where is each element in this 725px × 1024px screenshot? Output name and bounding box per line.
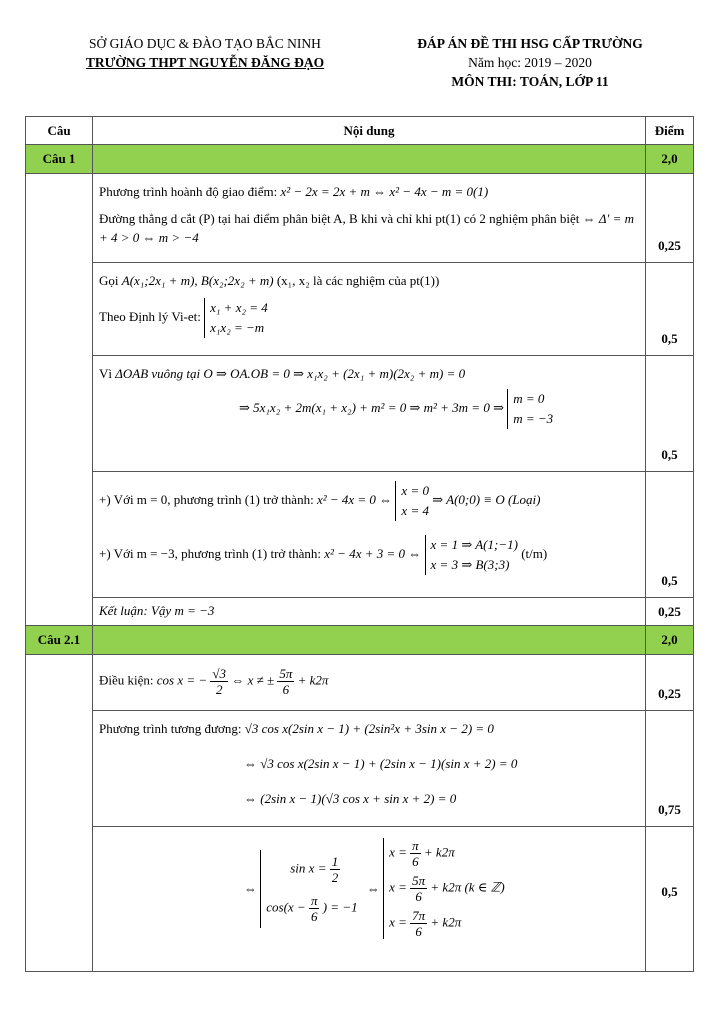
content-cell: ⇔ sin x = $\frac{1}{2}$ cos(x − $\frac{\pi}{6}$ ) = −1 ⇔ x = $\frac{\pi}{6}$ + k2π x = $\frac{5\pi}{6}$ + k2π (k ∈ ℤ) x = $\frac{7\pi}{6}$ + k2π [93,827,646,972]
case-system: m = 0 m = −3 [507,389,553,429]
content-cell: Gọi A(x₁;2x₁ + m), B(x₂;2x₂ + m) (x₁, x₂ là các nghiệm của pt(1)) Theo Định lý Vi-et: x₁ + x₂ = 4 x₁x₂ = −m [93,263,646,356]
table-row [26,827,694,972]
section-label: Câu 2.1 [26,626,93,655]
score-cell: 0,5 [646,472,694,598]
school-year: Năm học: 2019 – 2020 [468,55,592,70]
section-spacer [93,626,646,655]
table-row [26,711,694,827]
score-cell: 0,25 [646,174,694,263]
table-row [26,356,694,472]
content-cell: Phương trình tương đương: √3 cos x(2sin x − 1) + (2sin²x + 3sin x − 2) = 0 ⇔ √3 cos x(2sin x − 1) + (2sin x − 1)(sin x + 2) = 0 ⇔ (2sin x − 1)(√3 cos x + sin x + 2) = 0 [93,711,646,827]
header-right [375,34,685,91]
score-cell: 0,5 [646,356,694,472]
department-name: SỞ GIÁO DỤC & ĐÀO TẠO BẮC NINH [89,36,321,51]
case-system: x = 1 ⇒ A(1;−1) x = 3 ⇒ B(3;3) [425,535,518,575]
exam-title: ĐÁP ÁN ĐỀ THI HSG CẤP TRƯỜNG [417,36,643,51]
fraction: $\frac{5\pi}{6}$ [412,873,426,904]
fraction: $\frac{√3}{2}$ [212,666,227,697]
question-cell [26,174,93,626]
col-question-header: Câu [26,117,93,145]
score-cell: 0,25 [646,655,694,711]
score-cell: 0,75 [646,711,694,827]
section-row-q1 [26,145,694,174]
col-score-header: Điểm [646,117,694,145]
section-total: 2,0 [646,145,694,174]
case-system: x = 0 x = 4 [395,481,429,521]
content-cell: Kết luận: Vậy m = −3 [93,598,646,626]
table-header-row [26,117,694,145]
content-cell: +) Với m = 0, phương trình (1) trở thành: x² − 4x = 0 ⇔ x = 0 x = 4 ⇒ A(0;0) ≡ O (Loại) +) Với m = −3, phương trình (1) trở thành: x² − 4x + 3 = 0 ⇔ x = 1 ⇒ A(1;−1) x = 3 ⇒ B(3;3) (t/m) [93,472,646,598]
table-row [26,655,694,711]
table-row [26,263,694,356]
section-total: 2,0 [646,626,694,655]
fraction: $\frac{\pi}{6}$ [310,892,318,924]
fraction: $\frac{1}{2}$ [331,853,339,885]
content-cell: Điều kiện: cos x = − $\frac{√3}{2}$ ⇔ x ≠ ± $\frac{5\pi}{6}$ + k2π [93,655,646,711]
section-row-q21 [26,626,694,655]
school-name: TRƯỜNG THPT NGUYỄN ĐĂNG ĐẠO [85,55,325,70]
header-left [40,34,370,72]
table-row [26,174,694,263]
fraction: $\frac{\pi}{6}$ [412,838,419,869]
solution-system: x = $\frac{\pi}{6}$ + k2π x = $\frac{5\pi}{6}$ + k2π (k ∈ ℤ) x = $\frac{7\pi}{6}$ + k2π [383,838,505,939]
content-cell: Vì ΔOAB vuông tại O ⇒ OA.OB = 0 ⇒ x₁x₂ + (2x₁ + m)(2x₂ + m) = 0 ⇒ 5x₁x₂ + 2m(x₁ + x₂) + m² = 0 ⇒ m² + 3m = 0 ⇒ m = 0 m = −3 [93,356,646,472]
score-cell: 0,5 [646,263,694,356]
score-cell: 0,5 [646,827,694,972]
content-cell: Phương trình hoành độ giao điểm: x² − 2x = 2x + m ⇔ x² − 4x − m = 0(1) Đường thẳng d cắt (P) tại hai điểm phân biệt A, B khi và chỉ khi pt(1) có 2 nghiệm phân biệt ⇔ Δ′ = m + 4 > 0 ⇔ m > −4 [93,174,646,263]
col-content-header: Nội dung [93,117,646,145]
trig-system: sin x = $\frac{1}{2}$ cos(x − $\frac{\pi}{6}$ ) = −1 [260,850,357,928]
answer-table [25,116,694,972]
section-label: Câu 1 [26,145,93,174]
table-row [26,598,694,626]
table-row [26,472,694,598]
section-spacer [93,145,646,174]
subject-line: MÔN THI: TOÁN, LỚP 11 [451,74,609,89]
vieta-system: x₁ + x₂ = 4 x₁x₂ = −m [204,298,268,338]
question-cell [26,655,93,972]
score-cell: 0,25 [646,598,694,626]
fraction: $\frac{7\pi}{6}$ [412,908,426,939]
fraction: $\frac{5\pi}{6}$ [279,666,293,697]
